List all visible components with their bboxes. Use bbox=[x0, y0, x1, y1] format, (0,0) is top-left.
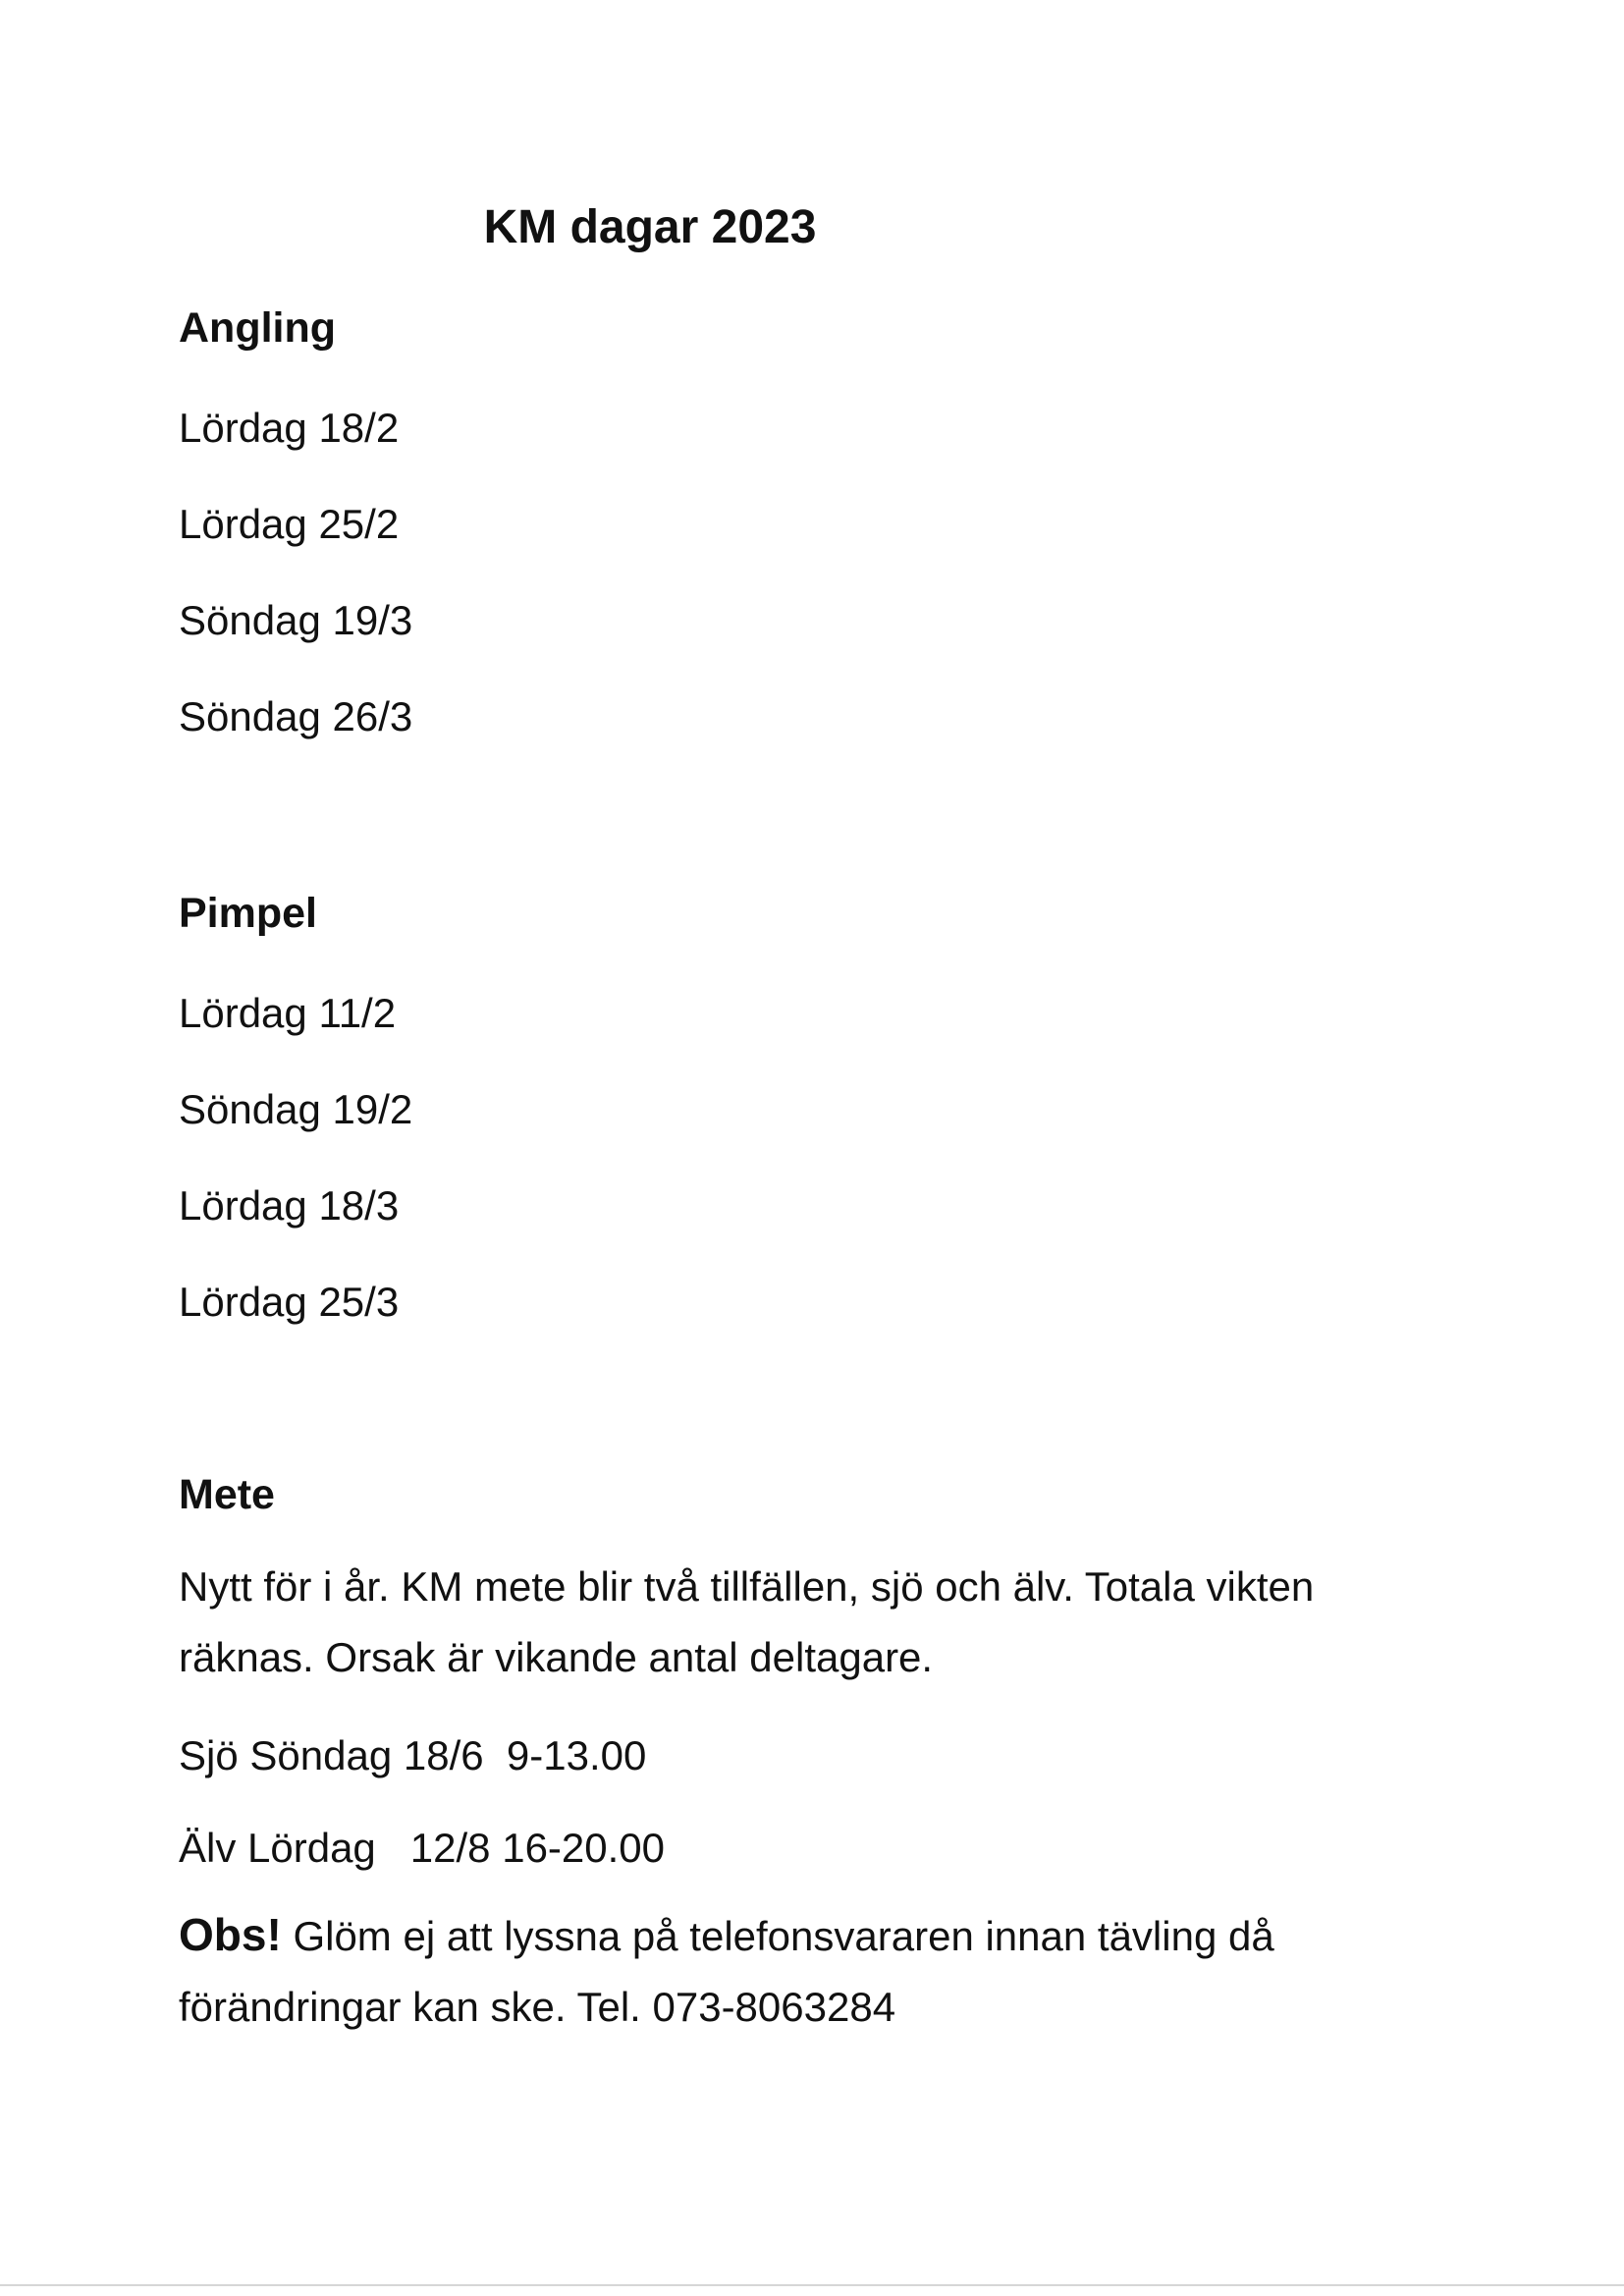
mete-session-alv: Älv Lördag 12/8 16-20.00 bbox=[179, 1825, 666, 1871]
mete-section bbox=[179, 1465, 1445, 2043]
pimpel-heading: Pimpel bbox=[179, 890, 317, 937]
angling-date: Lördag 25/2 bbox=[179, 501, 400, 547]
pimpel-date-list bbox=[179, 984, 1455, 1332]
angling-date: Lördag 18/2 bbox=[179, 405, 400, 451]
angling-date: Söndag 19/3 bbox=[179, 597, 413, 643]
pimpel-section bbox=[179, 884, 1455, 1332]
notice-label: Obs! bbox=[179, 1909, 282, 1960]
page-title: KM dagar 2023 bbox=[483, 201, 817, 253]
mete-intro-text: Nytt för i år. KM mete blir två tillfällen, sjö och älv. Totala vikten räknas. Orsak är vikande antal deltagare. bbox=[179, 1563, 1315, 1680]
mete-session-sjo: Sjö Söndag 18/6 9-13.00 bbox=[179, 1732, 647, 1778]
pimpel-date: Söndag 19/2 bbox=[179, 1086, 413, 1132]
angling-section bbox=[179, 299, 1455, 746]
pimpel-date: Lördag 25/3 bbox=[179, 1279, 400, 1325]
angling-date-list bbox=[179, 399, 1455, 746]
notice-text: Glöm ej att lyssna på telefonsvararen innan tävling då förändringar kan ske. Tel. 073-8063284 bbox=[179, 1913, 1274, 2030]
pimpel-date: Lördag 11/2 bbox=[179, 990, 397, 1036]
notice-paragraph bbox=[179, 1899, 1445, 2043]
angling-heading: Angling bbox=[179, 304, 337, 352]
mete-heading: Mete bbox=[179, 1471, 275, 1518]
scan-edge-line bbox=[0, 2284, 1624, 2286]
pimpel-date: Lördag 18/3 bbox=[179, 1182, 400, 1229]
angling-date: Söndag 26/3 bbox=[179, 693, 413, 739]
